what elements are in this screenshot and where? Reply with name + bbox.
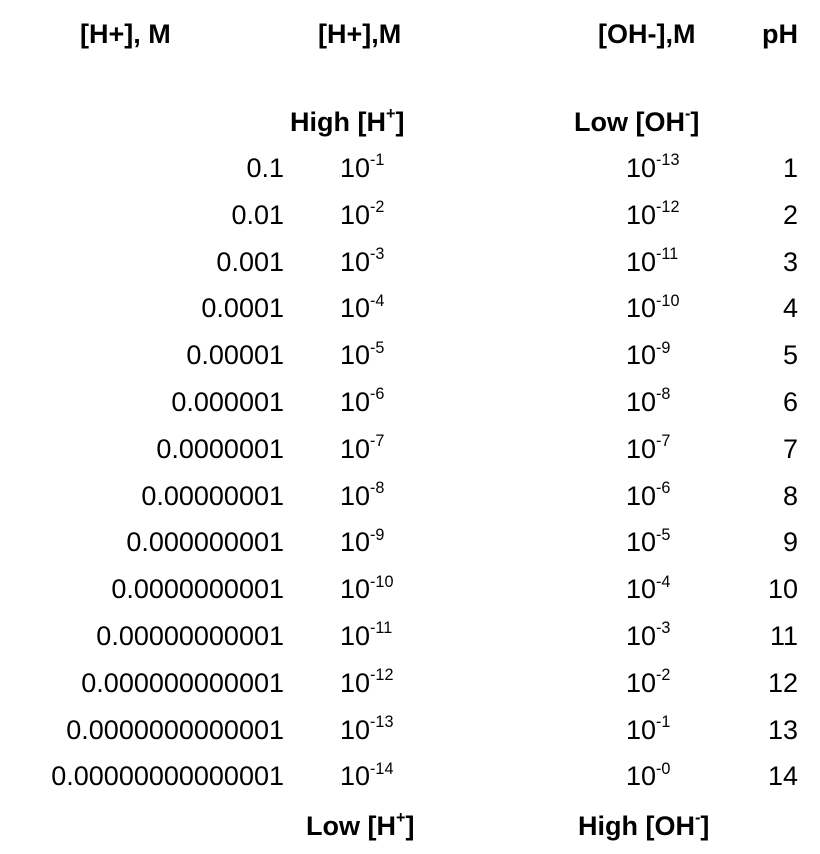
ph-value: 13 <box>767 714 798 745</box>
h-power-value <box>340 239 424 289</box>
h-power-exponent: -2 <box>370 198 385 217</box>
oh-power-base: 10 <box>626 480 657 511</box>
decimal-concentration: 0.0000000001 <box>111 574 284 605</box>
h-power-value <box>340 145 424 195</box>
oh-power-value <box>626 753 698 803</box>
oh-power-value <box>626 707 698 757</box>
ph-value: 3 <box>782 246 798 277</box>
decimal-concentration: 0.1 <box>246 153 284 183</box>
h-power-base: 10 <box>340 387 371 417</box>
oh-power-base: 10 <box>626 153 657 183</box>
high-oh-label-sup: - <box>694 809 701 828</box>
header-oh-power: [OH-],M <box>598 19 696 49</box>
h-power-exponent: -9 <box>370 525 385 544</box>
decimal-concentration: 0.000001 <box>171 387 284 417</box>
h-power-base: 10 <box>340 153 371 183</box>
oh-power-value <box>626 239 698 289</box>
h-power-exponent: -7 <box>370 432 385 451</box>
oh-power-exponent: -5 <box>656 525 671 544</box>
ph-value: 8 <box>782 480 798 511</box>
h-power-value <box>340 379 424 429</box>
oh-power-exponent: -11 <box>656 244 679 263</box>
h-power-exponent: -14 <box>370 759 394 778</box>
oh-power-exponent: -6 <box>656 478 671 497</box>
h-power-value <box>340 660 424 710</box>
oh-power-base: 10 <box>626 621 657 651</box>
high-oh-label-suffix: ] <box>700 811 710 841</box>
h-power-value <box>340 613 424 663</box>
table-row <box>0 519 820 565</box>
oh-power-base: 10 <box>626 527 657 558</box>
low-oh-label-prefix: Low [OH <box>574 107 685 137</box>
h-power-exponent: -3 <box>370 244 385 263</box>
table-row <box>0 145 820 191</box>
table-row <box>0 426 820 472</box>
h-power-exponent: -13 <box>370 712 394 731</box>
table-row <box>0 473 820 519</box>
oh-power-exponent: -10 <box>656 291 680 310</box>
oh-power-base: 10 <box>626 714 657 745</box>
h-power-value <box>340 473 424 523</box>
low-h-label <box>306 806 414 850</box>
decimal-concentration: 0.001 <box>216 246 284 277</box>
decimal-concentration: 0.0000000000001 <box>66 714 284 745</box>
oh-power-exponent: -4 <box>656 572 671 591</box>
oh-power-value <box>626 519 698 569</box>
low-oh-label-sup: - <box>684 105 691 124</box>
low-h-label-suffix: ] <box>405 811 415 841</box>
oh-power-base: 10 <box>626 340 657 371</box>
table-row <box>0 660 820 706</box>
high-h-label-prefix: High [H <box>290 107 386 137</box>
high-h-label <box>290 102 404 146</box>
oh-power-exponent: -7 <box>656 432 671 451</box>
oh-power-exponent: -12 <box>656 198 680 217</box>
decimal-concentration: 0.0001 <box>201 293 284 324</box>
low-oh-label-suffix: ] <box>690 107 700 137</box>
oh-power-base: 10 <box>626 574 657 605</box>
ph-value: 7 <box>782 433 798 464</box>
oh-power-base: 10 <box>626 246 657 277</box>
high-oh-label <box>578 806 709 850</box>
table-row <box>0 753 820 799</box>
oh-power-base: 10 <box>626 761 657 792</box>
table-row <box>0 613 820 659</box>
h-power-exponent: -1 <box>370 151 385 170</box>
oh-power-base: 10 <box>626 199 657 230</box>
oh-power-exponent: -9 <box>656 338 671 357</box>
h-power-value <box>340 707 424 757</box>
h-power-base: 10 <box>340 761 371 792</box>
ph-value: 1 <box>782 153 798 183</box>
h-power-value <box>340 192 424 242</box>
oh-power-exponent: -0 <box>656 759 671 778</box>
oh-power-value <box>626 379 698 429</box>
h-power-base: 10 <box>340 246 371 277</box>
oh-power-value <box>626 660 698 710</box>
high-h-label-suffix: ] <box>395 107 405 137</box>
ph-value: 10 <box>767 574 798 605</box>
decimal-concentration: 0.00000000000001 <box>51 761 284 792</box>
h-power-base: 10 <box>340 293 371 324</box>
oh-power-exponent: -2 <box>656 666 671 685</box>
oh-power-base: 10 <box>626 667 657 698</box>
ph-value: 12 <box>767 667 798 698</box>
h-power-value <box>340 426 424 476</box>
oh-power-value <box>626 566 698 616</box>
h-power-base: 10 <box>340 621 371 651</box>
table-row <box>0 379 820 425</box>
h-power-value <box>340 566 424 616</box>
h-power-value <box>340 285 424 335</box>
h-power-exponent: -10 <box>370 572 394 591</box>
h-power-base: 10 <box>340 574 371 605</box>
h-power-exponent: -4 <box>370 291 385 310</box>
h-power-value <box>340 753 424 803</box>
h-power-exponent: -5 <box>370 338 385 357</box>
decimal-concentration: 0.00001 <box>186 340 284 371</box>
low-h-label-prefix: Low [H <box>306 811 396 841</box>
h-power-base: 10 <box>340 527 371 558</box>
oh-power-base: 10 <box>626 293 657 324</box>
h-power-base: 10 <box>340 667 371 698</box>
decimal-concentration: 0.00000001 <box>141 480 284 511</box>
h-power-base: 10 <box>340 714 371 745</box>
ph-value: 6 <box>782 387 798 417</box>
oh-power-value <box>626 145 698 195</box>
oh-power-value <box>626 613 698 663</box>
ph-value: 14 <box>767 761 798 792</box>
h-power-base: 10 <box>340 340 371 371</box>
h-power-exponent: -11 <box>370 619 393 638</box>
table-row <box>0 332 820 378</box>
header-ph: pH <box>762 19 798 49</box>
ph-value: 11 <box>769 621 798 651</box>
h-power-exponent: -8 <box>370 478 385 497</box>
h-power-exponent: -12 <box>370 666 394 685</box>
decimal-concentration: 0.01 <box>231 199 284 230</box>
oh-power-exponent: -1 <box>656 712 671 731</box>
ph-value: 2 <box>782 199 798 230</box>
oh-power-value <box>626 426 698 476</box>
table-row <box>0 566 820 612</box>
decimal-concentration: 0.000000000001 <box>81 667 284 698</box>
h-power-value <box>340 332 424 382</box>
low-h-label-sup: + <box>395 809 406 828</box>
oh-power-value <box>626 473 698 523</box>
oh-power-exponent: -3 <box>656 619 671 638</box>
high-h-label-sup: + <box>385 105 396 124</box>
table-row <box>0 192 820 238</box>
oh-power-value <box>626 192 698 242</box>
low-oh-label <box>574 102 699 146</box>
high-oh-label-prefix: High [OH <box>578 811 695 841</box>
h-power-base: 10 <box>340 199 371 230</box>
decimal-concentration: 0.00000000001 <box>96 621 284 651</box>
oh-power-value <box>626 332 698 382</box>
oh-power-base: 10 <box>626 433 657 464</box>
decimal-concentration: 0.0000001 <box>156 433 284 464</box>
oh-power-value <box>626 285 698 335</box>
header-h-decimal: [H+], M <box>80 19 171 49</box>
ph-value: 5 <box>782 340 798 371</box>
table-row <box>0 239 820 285</box>
decimal-concentration: 0.000000001 <box>126 527 284 558</box>
h-power-exponent: -6 <box>370 385 385 404</box>
table-row <box>0 285 820 331</box>
oh-power-base: 10 <box>626 387 657 417</box>
oh-power-exponent: -13 <box>656 151 680 170</box>
header-h-power: [H+],M <box>318 19 402 49</box>
ph-value: 9 <box>782 527 798 558</box>
ph-value: 4 <box>782 293 798 324</box>
h-power-base: 10 <box>340 433 371 464</box>
h-power-base: 10 <box>340 480 371 511</box>
table-row <box>0 707 820 753</box>
oh-power-exponent: -8 <box>656 385 671 404</box>
h-power-value <box>340 519 424 569</box>
